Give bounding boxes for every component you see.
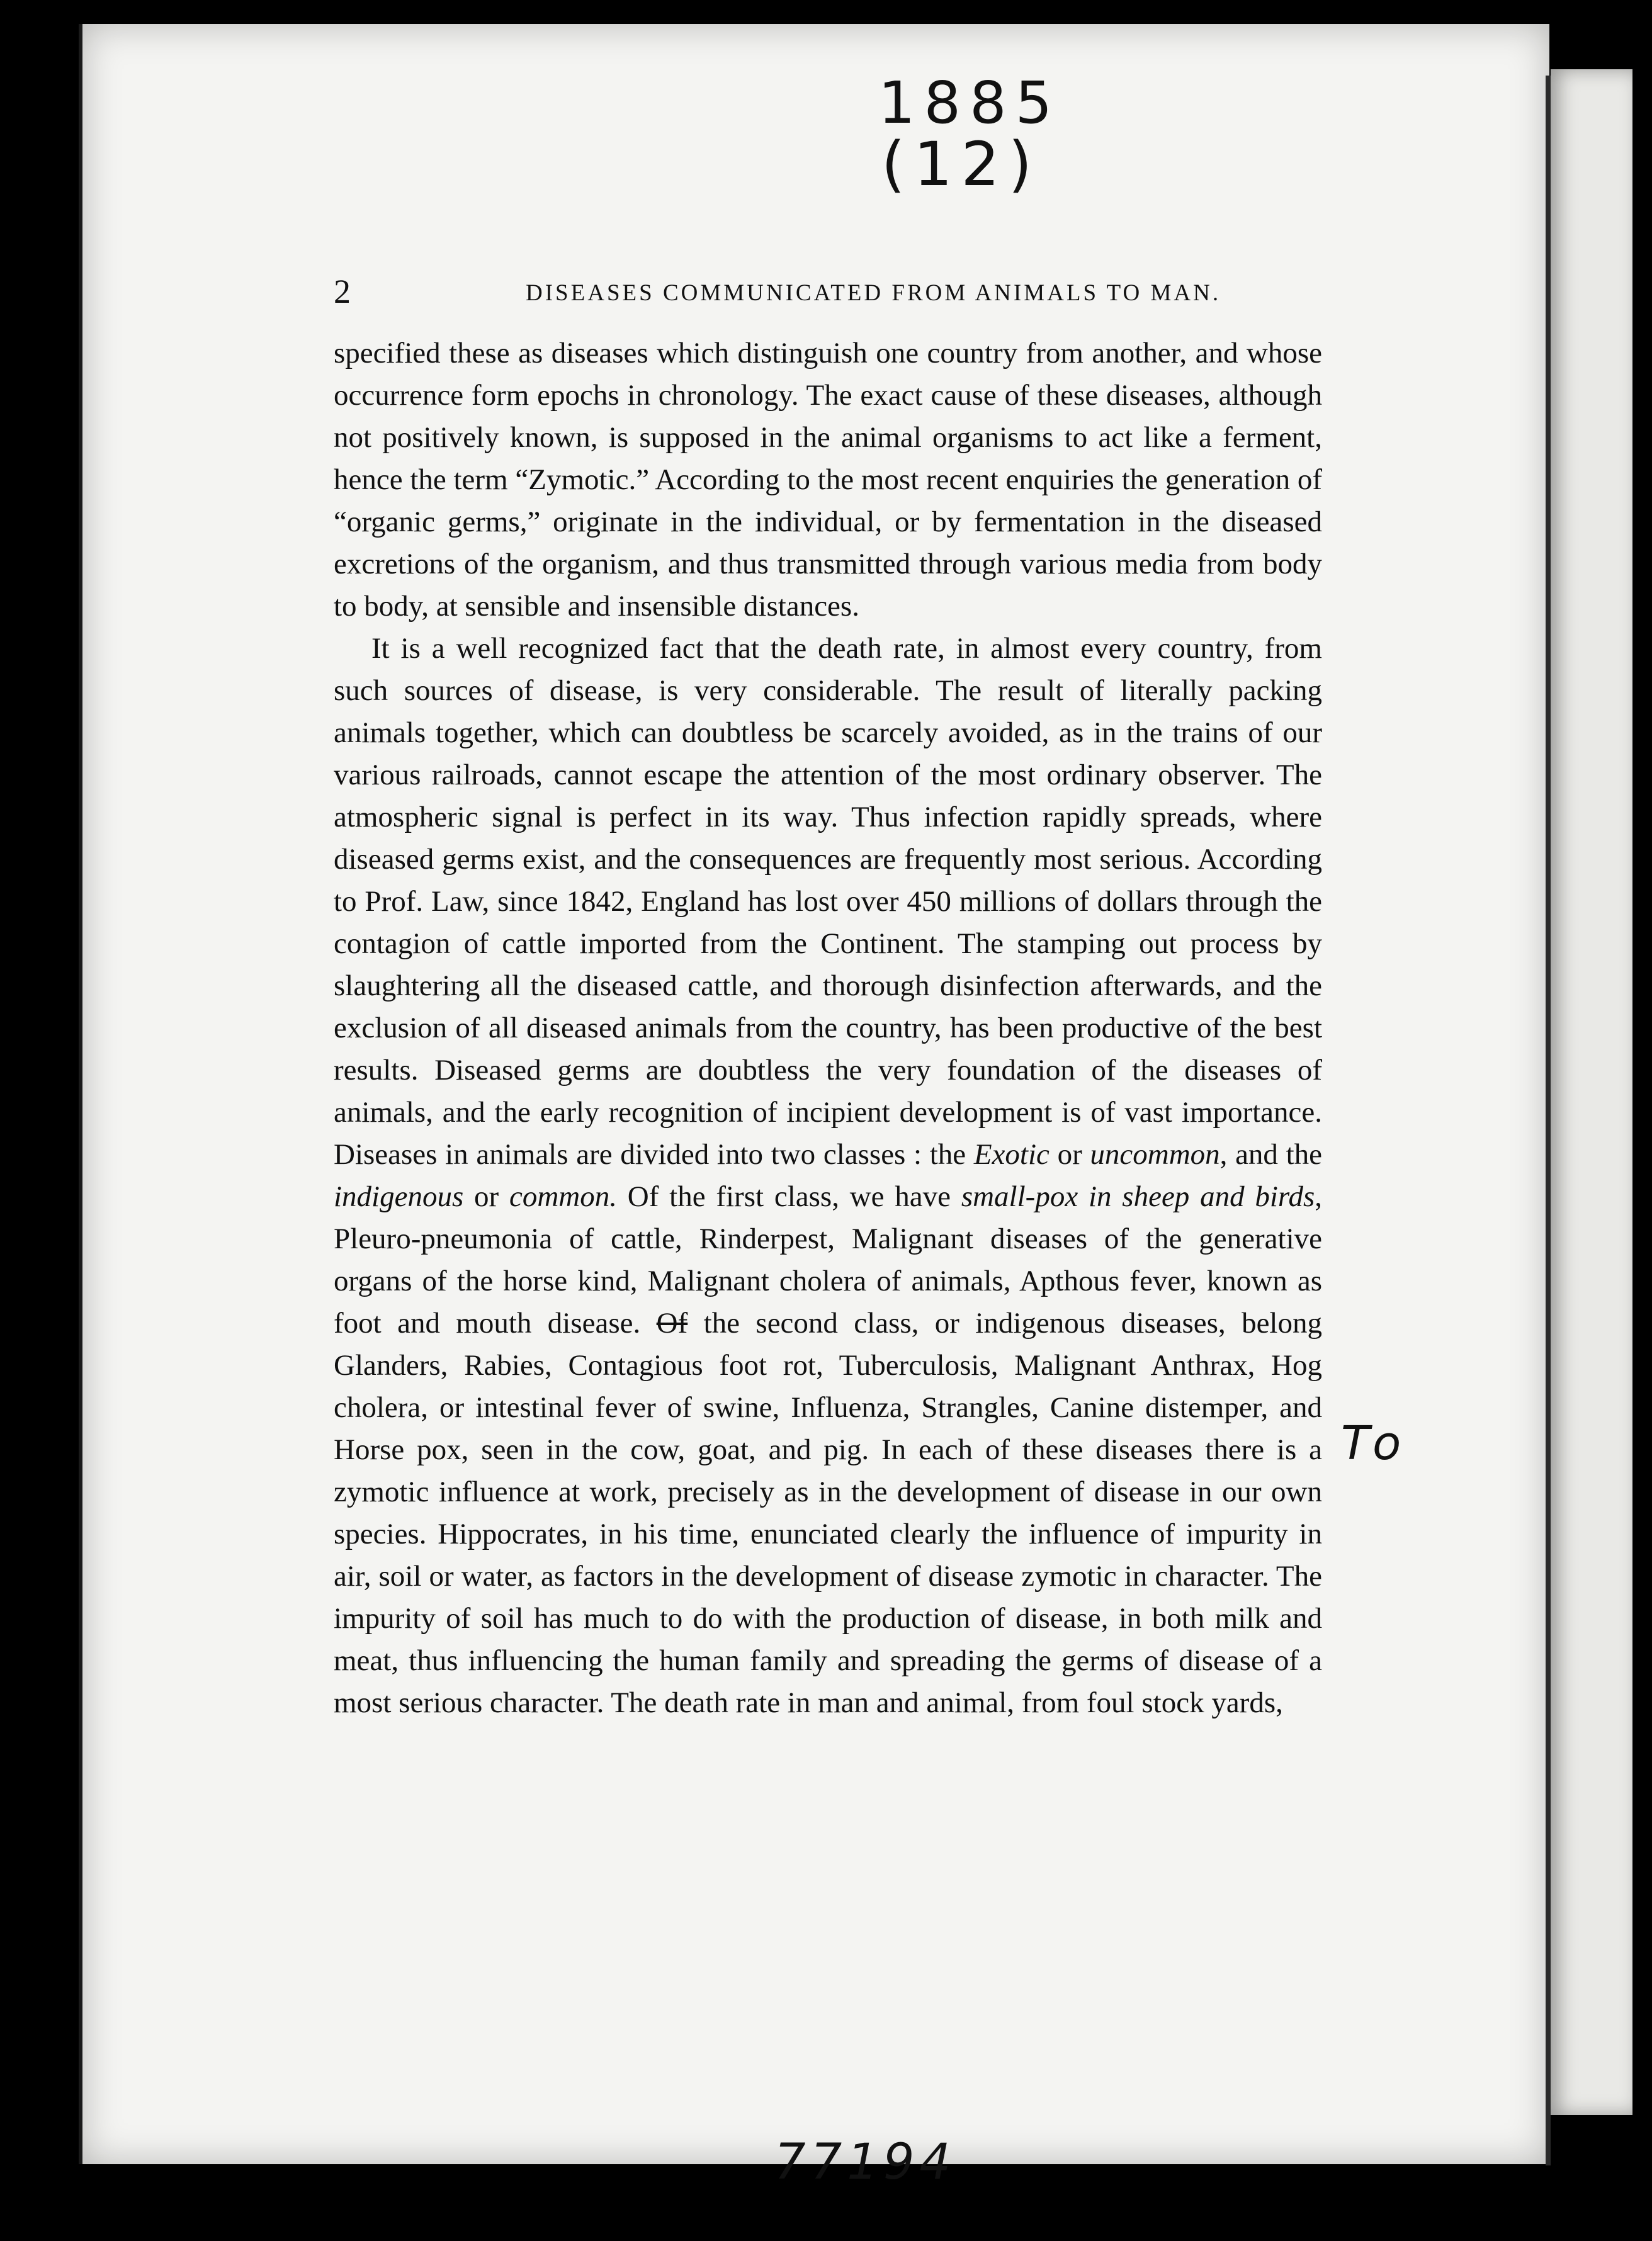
italic-term: uncommon [1090, 1138, 1220, 1171]
facing-page-edge [1551, 69, 1632, 2115]
text-run: , Pleuro-pneumonia of cattle, Rinderpest, Malignant diseases of the generative organs of the horse kind, Malignant cholera of animals, Apthous fever, known as foot and mouth disease. [334, 1180, 1323, 1340]
handwritten-year: 1885 [878, 69, 1061, 137]
body-text [334, 332, 1322, 1724]
text-run: , and the [1219, 1138, 1323, 1171]
text-run: or [463, 1180, 509, 1213]
page-number: 2 [334, 273, 351, 310]
paragraph-1: specified these as diseases which distinguish one country from another, and whose occurrence form epochs in chronology. The exact cause of these diseases, although not positively known, is supposed in the animal organisms to act like a ferment, hence the term “Zymotic.” According to the most recent enquiries the generation of “organic germs,” originate in the individual, or by fermentation in the diseased excretions of the organism, and thus transmitted through various media from body to body, at sensible and insensible distances. [334, 337, 1323, 623]
running-head [334, 272, 1517, 316]
italic-term: small-pox in sheep and birds [961, 1180, 1315, 1213]
text-run: Of the first class, we have [617, 1180, 961, 1213]
italic-term: Exotic [973, 1138, 1049, 1171]
text-run: the second class, or indigenous diseases, belong Glanders, Rabies, Contagious foot rot, Tuberculosis, Malignant Anthrax, Hog cholera, or intestinal fever of swine, Influenza, Strangles, Canine distemper, and Horse pox, seen in the cow, goat, and pig. In each of these diseases there is a zymotic influence at work, precisely as in the development of disease in our own species. Hippocrates, in his time, enunciated clearly the influence of impurity in air, soil or water, as factors in the development of disease zymotic in character. The impurity of soil has much to do with the production of disease, in both milk and meat, thus influencing the human family and spreading the germs of disease of a most serious character. The death rate in man and animal, from foul stock yards, [334, 1307, 1322, 1719]
struck-through-word: Of [656, 1307, 688, 1340]
handwritten-catalog-number: 77194 [774, 2134, 956, 2191]
handwritten-margin-note: To [1341, 1416, 1410, 1470]
text-run: or [1049, 1138, 1090, 1171]
paragraph-2 [334, 628, 1322, 1724]
italic-term: indigenous [334, 1180, 464, 1213]
page-gutter [1546, 76, 1551, 2165]
italic-term: common. [509, 1180, 617, 1213]
running-title: DISEASES COMMUNICATED FROM ANIMALS TO MAN. [526, 280, 1221, 306]
handwritten-reference: (12) [881, 129, 1041, 200]
text-run: It is a well recognized fact that the death rate, in almost every country, from such sources of disease, is very considerable. The result of literally packing animals together, which can doubtless be scarcely avoided, as in the trains of our various railroads, cannot escape the attention of the most ordinary observer. The atmospheric signal is perfect in its way. Thus infection rapidly spreads, where diseased germs exist, and the consequences are frequently most serious. According to Prof. Law, since 1842, England has lost over 450 millions of dollars through the contagion of cattle imported from the Continent. The stamping out process by slaughtering all the diseased cattle, and thorough disinfection afterwards, and the exclusion of all diseased animals from the country, has been productive of the best results. Diseased germs are doubtless the very foundation of the diseases of animals, and the early recognition of incipient development is of vast importance. Diseases in animals are divided into two classes : the [334, 632, 1322, 1171]
